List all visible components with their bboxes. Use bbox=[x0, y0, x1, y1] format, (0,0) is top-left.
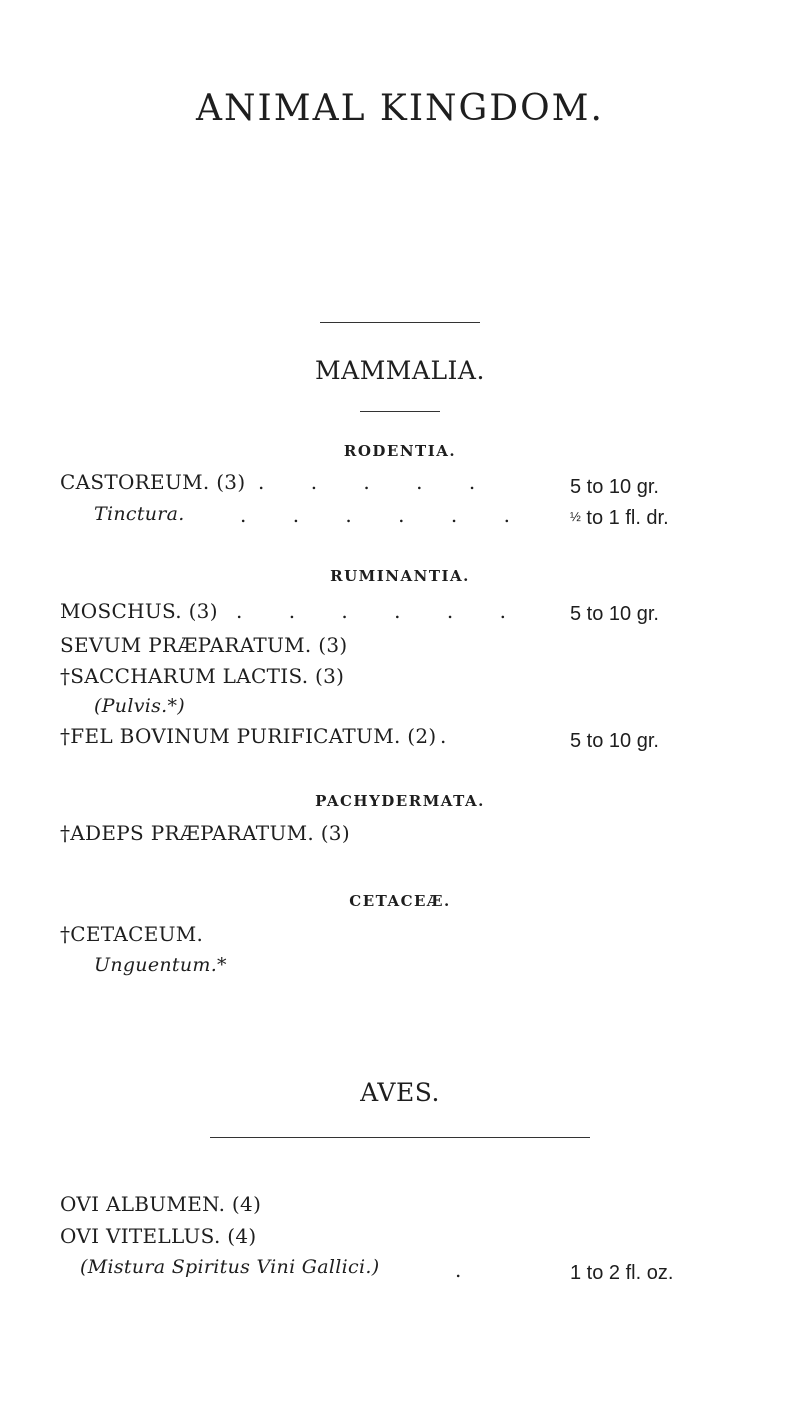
entry-unguentum: Unguentum.* bbox=[94, 954, 227, 976]
leader-dots: . . . . . . bbox=[236, 599, 526, 623]
section-heading-aves: AVES. bbox=[360, 1078, 440, 1107]
entry-saccharum: †SACCHARUM LACTIS. (3) bbox=[60, 664, 345, 688]
entry-adeps: †ADEPS PRÆPARATUM. (3) bbox=[60, 821, 350, 845]
entry-moschus: MOSCHUS. (3) bbox=[60, 599, 218, 623]
subheading-ruminantia: RUMINANTIA. bbox=[330, 567, 470, 585]
dose-castoreum: 5 to 10 gr. bbox=[570, 476, 659, 498]
entry-ovi-albumen: OVI ALBUMEN. (4) bbox=[60, 1192, 262, 1216]
subheading-cetaceae: CETACEÆ. bbox=[349, 892, 451, 910]
aves-divider bbox=[210, 1137, 590, 1138]
entry-pulvis: (Pulvis.*) bbox=[94, 695, 186, 717]
mammalia-divider bbox=[360, 411, 440, 412]
leader-dots: . bbox=[440, 724, 467, 748]
dose-fel-bovinum: 5 to 10 gr. bbox=[570, 730, 659, 752]
entry-sevum: SEVUM PRÆPARATUM. (3) bbox=[60, 633, 348, 657]
page-title: ANIMAL KINGDOM. bbox=[196, 88, 604, 129]
leader-dots: . . . . . bbox=[258, 470, 496, 494]
entry-castoreum: CASTOREUM. (3) bbox=[60, 470, 246, 494]
subheading-pachydermata: PACHYDERMATA. bbox=[315, 792, 485, 810]
section-heading-mammalia: MAMMALIA. bbox=[315, 356, 485, 385]
entry-fel-bovinum: †FEL BOVINUM PURIFICATUM. (2) bbox=[60, 724, 437, 748]
entry-cetaceum: †CETACEUM. bbox=[60, 922, 204, 946]
leader-dots: . bbox=[455, 1258, 482, 1282]
title-divider bbox=[320, 322, 480, 323]
leader-dots: . . . . . . bbox=[240, 503, 530, 527]
dose-moschus: 5 to 10 gr. bbox=[570, 603, 659, 625]
subheading-rodentia: RODENTIA. bbox=[343, 442, 457, 460]
entry-mistura: (Mistura Spiritus Vini Gallici.) bbox=[80, 1256, 380, 1278]
dose-tinctura bbox=[570, 507, 669, 530]
dose-fraction: ½ bbox=[570, 509, 581, 524]
entry-tinctura: Tinctura. bbox=[94, 503, 185, 525]
dose-mistura: 1 to 2 fl. oz. bbox=[570, 1262, 674, 1284]
entry-ovi-vitellus: OVI VITELLUS. (4) bbox=[60, 1224, 257, 1248]
dose-text: to 1 fl. dr. bbox=[580, 507, 669, 529]
